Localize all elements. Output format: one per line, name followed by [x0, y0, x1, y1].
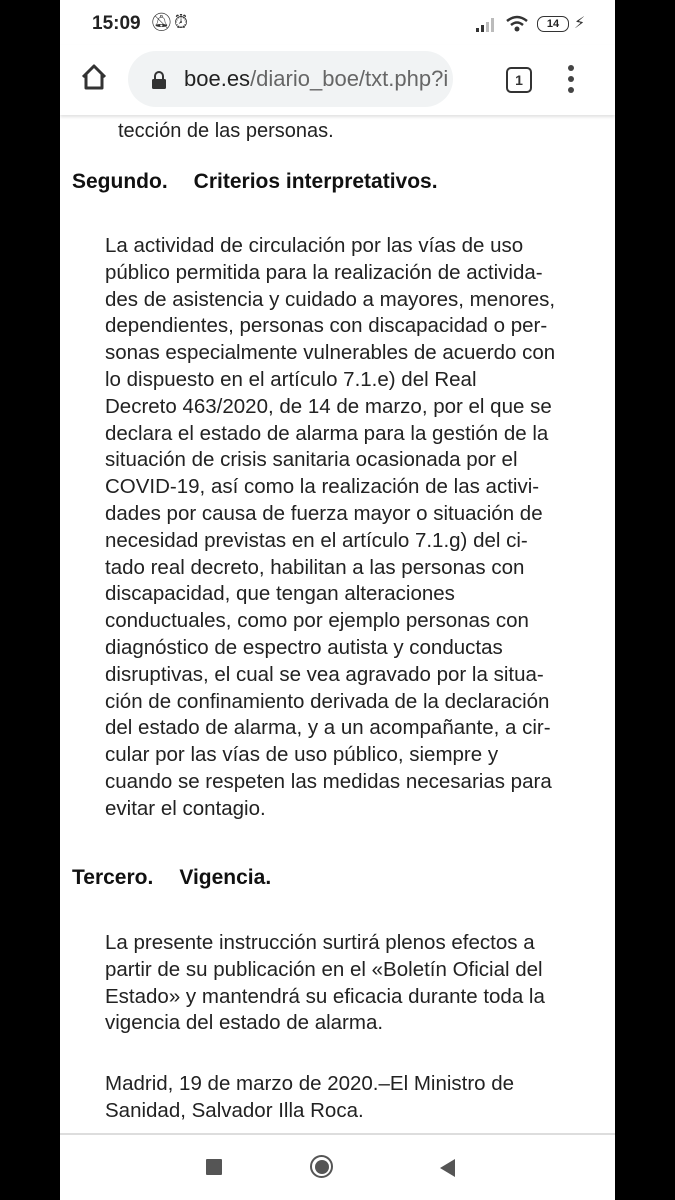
back-button[interactable]	[440, 1159, 455, 1177]
alarm-icon: ⏰︎	[174, 12, 189, 32]
home-icon[interactable]	[80, 63, 108, 91]
text-line: COVID-19, así como la realización de las activi-	[105, 475, 540, 499]
url-path: /diario_boe/txt.php?i	[250, 66, 449, 91]
text-line: Estado» y mantendrá su eficacia durante toda la	[105, 984, 545, 1008]
section-title: Vigencia.	[179, 866, 272, 889]
paragraph-vigencia	[105, 930, 545, 1037]
section-number: Segundo.	[72, 170, 168, 193]
text-line: La presente instrucción surtirá plenos efectos a	[105, 931, 535, 954]
system-navigation-bar	[60, 1133, 615, 1200]
text-line: disruptivas, el cual se vea agravado por la situa-	[105, 662, 544, 686]
phone-screen	[60, 0, 615, 1200]
lock-icon	[152, 71, 166, 89]
text-line: lo dispuesto en el artículo 7.1.e) del Real	[105, 367, 477, 391]
text-line: evitar el contagio.	[105, 796, 266, 820]
signature-paragraph	[105, 1071, 514, 1125]
address-bar[interactable]	[128, 51, 453, 107]
text-line: des de asistencia y cuidado a mayores, menores,	[105, 287, 556, 311]
url-text	[184, 66, 448, 92]
text-line: dependientes, personas con discapacidad o per-	[105, 314, 548, 338]
text-line: cular por las vías de uso público, siempre y	[105, 743, 499, 767]
status-bar	[60, 0, 615, 45]
tab-switcher-button[interactable]: 1	[506, 67, 532, 93]
section-number: Tercero.	[72, 866, 154, 889]
text-line: La actividad de circulación por las vías de uso	[105, 234, 524, 257]
text-line: Sanidad, Salvador Illa Roca.	[105, 1098, 364, 1122]
text-line: dades por causa de fuerza mayor o situación de	[105, 501, 543, 525]
text-line: Madrid, 19 de marzo de 2020.–El Ministro de	[105, 1072, 515, 1095]
text-line: ción de confinamiento derivada de la declaración	[105, 689, 550, 713]
section-title: Criterios interpretativos.	[193, 170, 438, 193]
url-domain: boe.es	[184, 66, 251, 91]
paragraph-criterios	[105, 233, 555, 823]
text-line: diagnóstico de espectro autista y conductas	[105, 635, 503, 659]
browser-toolbar	[60, 45, 615, 115]
text-line: discapacidad, que tengan alteraciones	[105, 582, 455, 606]
text-line: público permitida para la realización de activida-	[105, 260, 543, 284]
more-menu-icon[interactable]	[568, 65, 574, 98]
charging-icon: ⚡︎	[574, 15, 586, 32]
status-time: 15:09	[92, 13, 141, 34]
text-line: del estado de alarma, y a un acompañante, a cir-	[105, 716, 551, 740]
text-line: necesidad previstas en el artículo 7.1.g) del ci-	[105, 528, 528, 552]
cut-off-line: tección de las personas.	[118, 120, 334, 142]
text-line: partir de su publicación en el «Boletín Oficial del	[105, 957, 543, 981]
home-button[interactable]	[310, 1155, 333, 1178]
text-line: Decreto 463/2020, de 14 de marzo, por el que se	[105, 394, 552, 418]
text-line: sonas especialmente vulnerables de acuerdo con	[105, 341, 556, 365]
text-line: cuando se respeten las medidas necesarias para	[105, 769, 552, 793]
section-heading-segundo	[72, 170, 438, 194]
recents-button[interactable]	[206, 1159, 222, 1175]
battery-indicator: 14	[537, 16, 569, 32]
text-line: conductuales, como por ejemplo personas con	[105, 609, 529, 633]
notifications-muted-icon: 🔕︎	[150, 12, 173, 32]
text-line: declara el estado de alarma para la gestión de la	[105, 421, 549, 445]
text-line: tado real decreto, habilitan a las personas con	[105, 555, 525, 579]
wifi-icon	[506, 15, 528, 33]
text-line: situación de crisis sanitaria ocasionada por el	[105, 448, 518, 472]
signal-icon	[476, 18, 496, 32]
text-line: vigencia del estado de alarma.	[105, 1011, 384, 1035]
section-heading-tercero	[72, 866, 271, 890]
